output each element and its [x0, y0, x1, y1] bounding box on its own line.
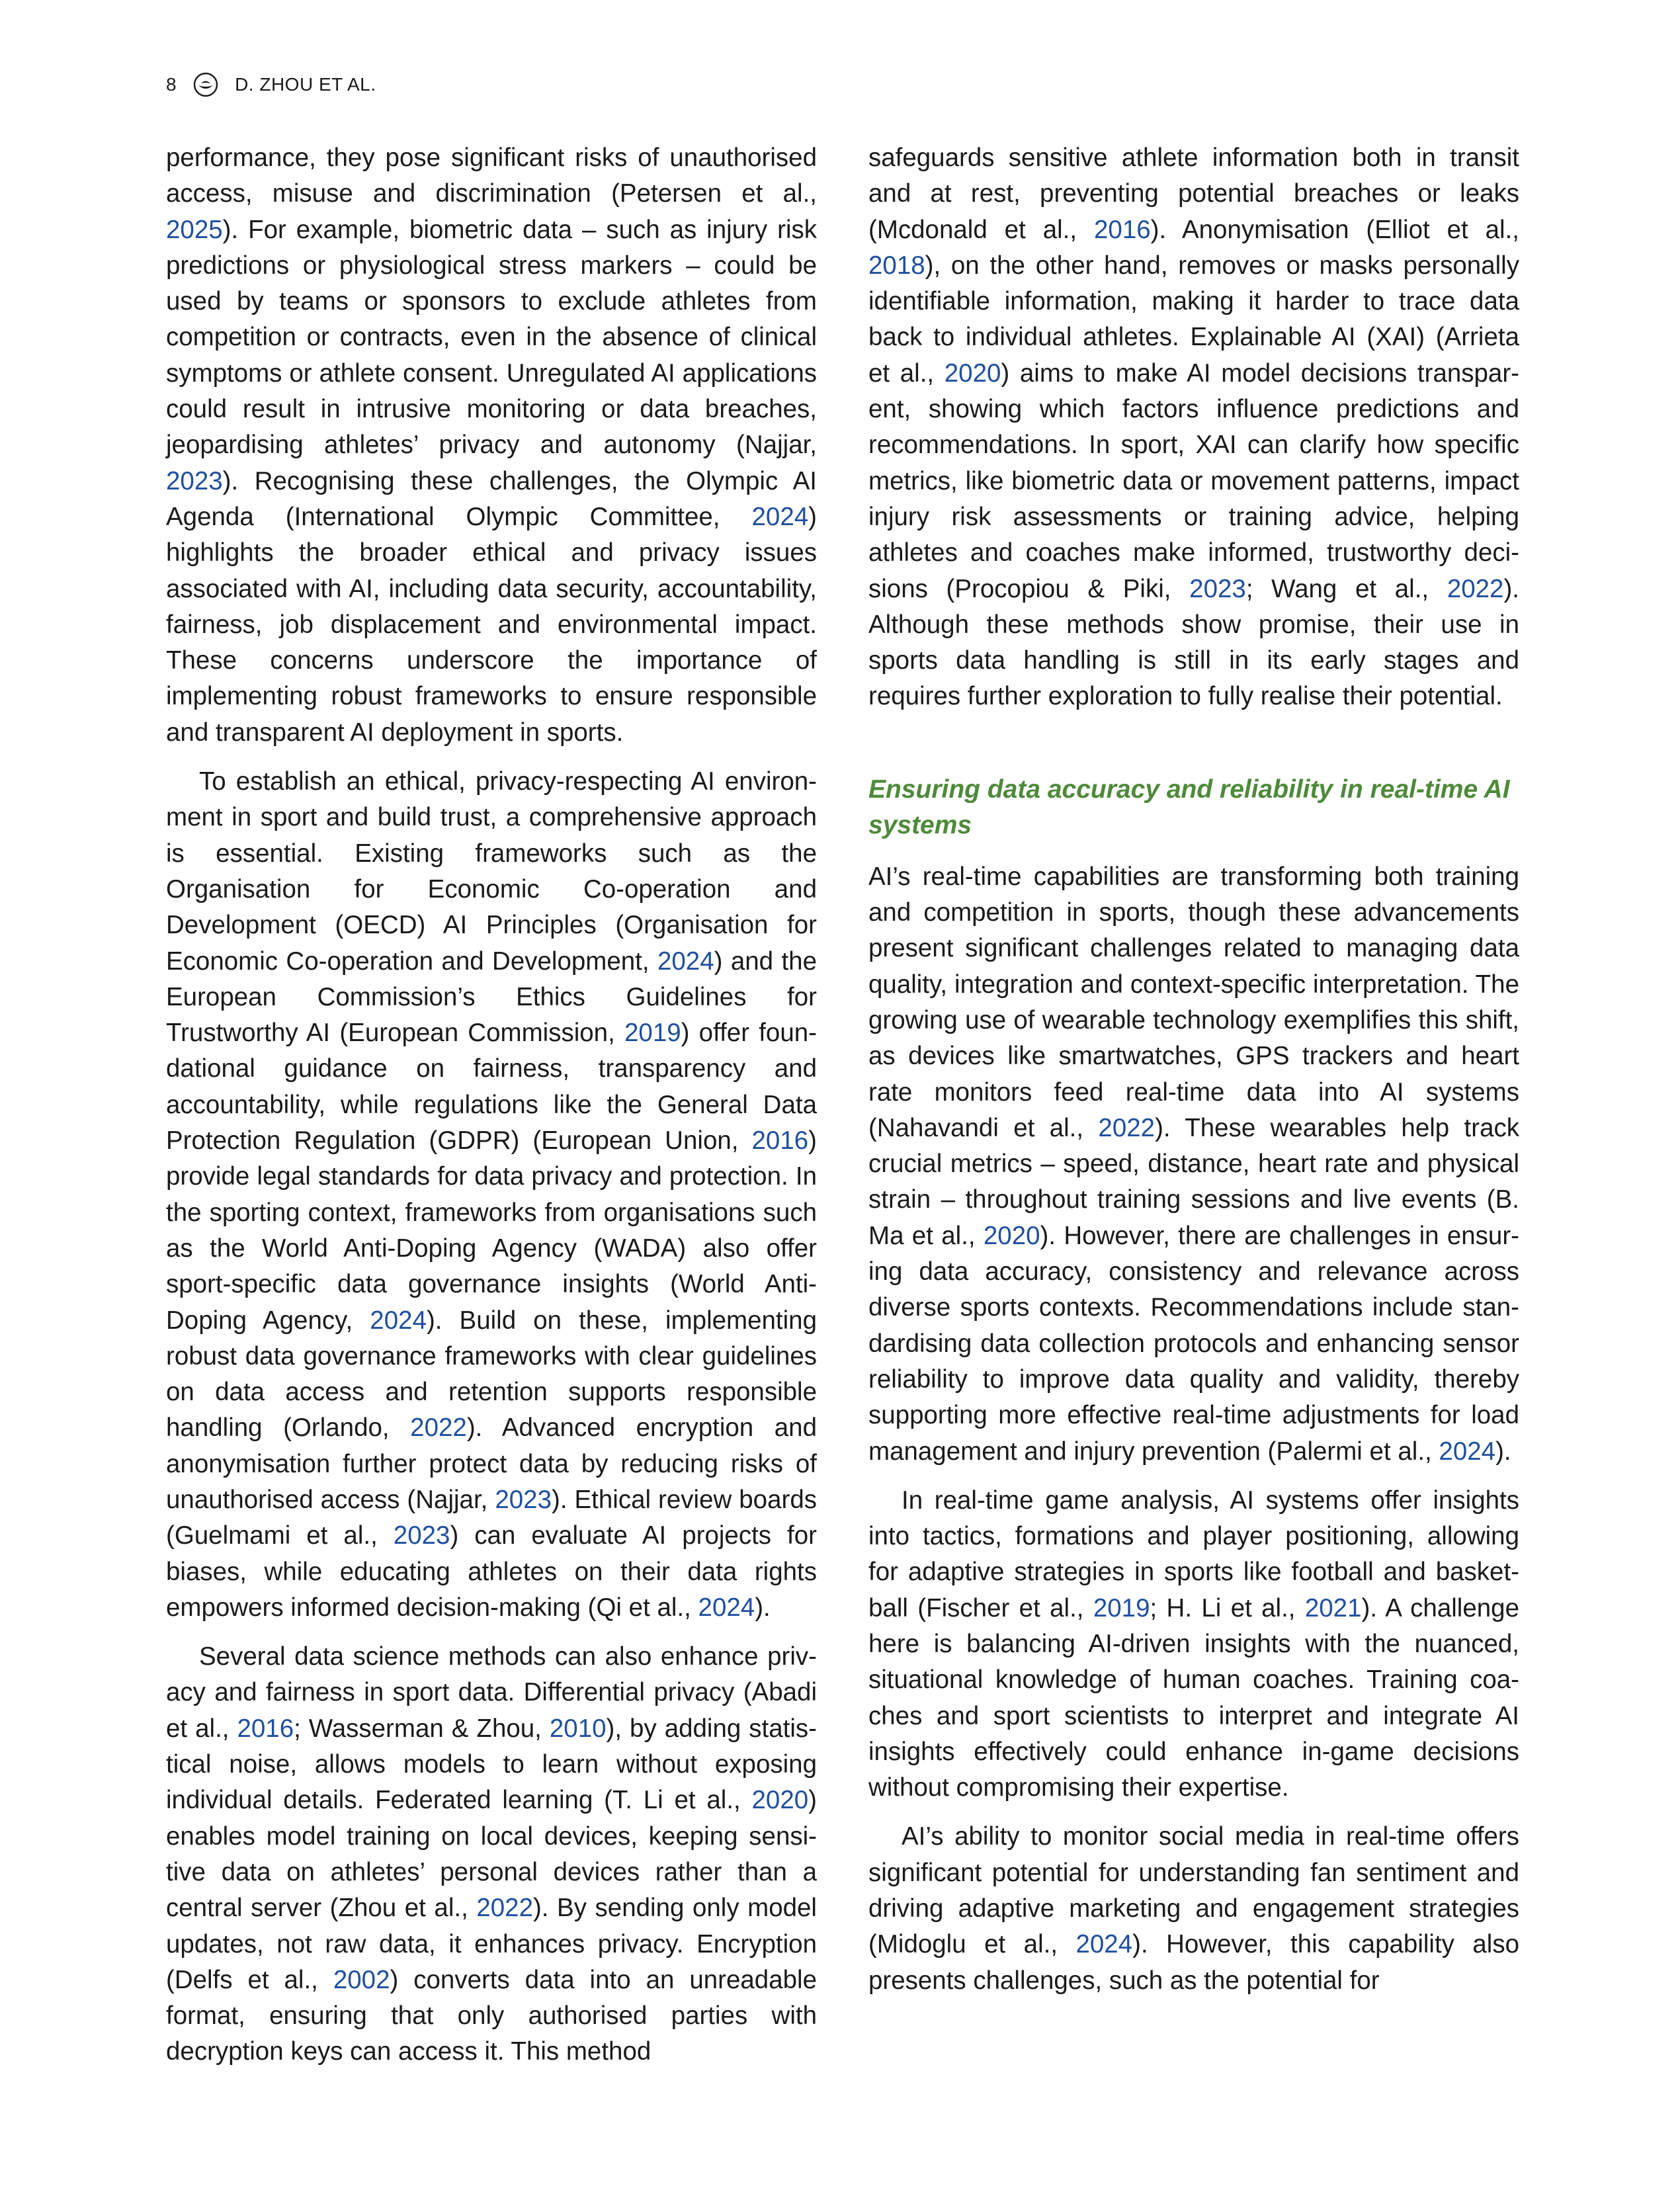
citation-link[interactable]: 2023	[1189, 574, 1246, 603]
citation-link[interactable]: 2022	[1098, 1113, 1155, 1142]
paragraph-text: ). By sending only model updates, not raw data, it enhances privacy. Encryption (Delfs et al.,	[166, 1894, 817, 1994]
citation-link[interactable]: 2023	[495, 1485, 552, 1514]
citation-link[interactable]: 2019	[1093, 1593, 1150, 1622]
citation-link[interactable]: 2010	[549, 1714, 607, 1743]
paragraph-text: Several data science methods can also enhance privacy and fairness in sport data. Differential privacy (Abadi et al.,	[166, 1642, 817, 1743]
citation-link[interactable]: 2024	[1075, 1930, 1133, 1959]
running-head	[166, 71, 376, 98]
paragraph-text: AI’s ability to monitor social media in real-time offers significant potential for understanding fan sentiment and driving adaptive marketing and engagement strategies (Midoglu et al.,	[868, 1822, 1519, 1959]
paragraph-text: ) highlights the broader ethical and privacy issues associated with AI, including data security, accountability, fairness, job displacement and environmental impact. These concerns underscore the importance of implementing robust frameworks to ensure responsible and transparent AI deployment in sports.	[166, 502, 817, 747]
paragraph-text: ).	[1495, 1437, 1511, 1466]
body-paragraph	[868, 859, 1519, 1470]
paragraph-text: In real-time game analysis, AI systems offer insights into tactics, formations and player positioning, allowing for adaptive strategies in sports like football and basketball (Fischer et al.,	[868, 1486, 1519, 1622]
citation-link[interactable]: 2023	[393, 1521, 450, 1550]
citation-link[interactable]: 2024	[657, 947, 714, 976]
paragraph-text: ; Wasserman & Zhou,	[294, 1714, 550, 1743]
citation-link[interactable]: 2016	[751, 1126, 809, 1156]
paragraph-text: ), by adding statistical noise, allows models to learn without exposing individual details. Federated learning (T. Li et al.,	[166, 1714, 817, 1815]
paragraph-text: ). However, this capability also presents challenges, such as the potential for	[868, 1930, 1519, 1995]
paragraph-text: ). These wearables help track crucial metrics – speed, distance, heart rate and physical strain – throughout training sessions and live events (B. Ma et al.,	[868, 1113, 1519, 1250]
paragraph-text: safeguards sensitive athlete information both in transit and at rest, preventing potential breaches or leaks (Mcdonald et al.,	[868, 144, 1519, 244]
citation-link[interactable]: 2016	[237, 1714, 294, 1743]
paragraph-text: ) converts data into an unreadable format, ensuring that only authorised parties with decryption keys can access it. This method	[166, 1965, 818, 2066]
paragraph-text: ). Build on these, implementing robust data governance frameworks with clear guidelines on data access and retention supports responsible handling (Orlando,	[166, 1306, 818, 1443]
paragraph-text: ) and the European Commission’s Ethics Guidelines for Trustworthy AI (European Commission,	[166, 947, 817, 1048]
paragraph-text: ). However, there are challenges in ensuring data accuracy, consistency and relevance across diverse sports contexts. Recommendations include standardising data collection protocols and enhancing sensor reliability to improve data quality and validity, thereby supporting more effective real-time adjustments for load management and injury prevention (Palermi et al.,	[868, 1221, 1519, 1466]
page-number: 8	[166, 74, 177, 95]
paragraph-text: ) can evaluate AI projects for biases, while educating athletes on their data rights empowers informed decision-making (Qi et al.,	[166, 1521, 817, 1622]
paragraph-text: ) provide legal standards for data privacy and protection. In the sporting context, frameworks from organisations such as the World Anti-Doping Agency (WADA) also offer sport-specific data governance insights (World Anti-Doping Agency,	[166, 1126, 817, 1335]
paragraph-text: To establish an ethical, privacy-respecting AI environment in sport and build trust, a comprehensive approach is essential. Existing frameworks such as the Organisation for Economic Co-operation and Development (OECD) AI Principles (Organisation for Economic Co-operation and Development,	[166, 767, 817, 976]
body-paragraph	[166, 140, 817, 751]
left-column	[166, 140, 817, 2070]
citation-link[interactable]: 2025	[166, 215, 223, 244]
body-paragraph	[166, 1639, 817, 2070]
citation-link[interactable]: 2024	[370, 1306, 427, 1335]
paragraph-text: ). Anonymisation (Elliot et al.,	[1150, 215, 1519, 244]
citation-link[interactable]: 2024	[751, 502, 809, 531]
citation-link[interactable]: 2018	[868, 251, 925, 280]
citation-link[interactable]: 2022	[476, 1894, 533, 1923]
paragraph-text: ; H. Li et al.,	[1150, 1593, 1305, 1622]
running-head-authors: D. ZHOU ET AL.	[235, 74, 376, 95]
citation-link[interactable]: 2019	[624, 1019, 681, 1048]
paragraph-text: ) offer foundational guidance on fairness, transparency and accountability, while regulations like the General Data Protection Regulation (GDPR) (European Union,	[166, 1019, 817, 1156]
publisher-logo-icon	[192, 71, 219, 98]
paragraph-text: ). Recognising these challenges, the Olympic AI Agenda (International Olympic Committee,	[166, 466, 817, 531]
paragraph-text: ) aims to make AI model decisions transparent, showing which factors influence predictions and recommendations. In sport, XAI can clarify how specific metrics, like biometric data or movement patterns, impact injury risk assessments or training advice, helping athletes and coaches make informed, trustworthy decisions (Procopiou & Piki,	[868, 358, 1519, 603]
paragraph-text: ). A challenge here is balancing AI-driven insights with the nuanced, situational knowledge of human coaches. Training coaches and sport scientists to interpret and integrate AI insights effectively could enhance in-game decisions without compromising their expertise.	[868, 1593, 1519, 1802]
paragraph-text: ).	[755, 1593, 771, 1622]
citation-link[interactable]: 2016	[1094, 215, 1151, 244]
section-heading: Ensuring data accuracy and reliability in real-time AI systems	[868, 775, 1510, 839]
citation-link[interactable]: 2022	[1447, 574, 1504, 603]
right-column	[868, 140, 1519, 1999]
paragraph-text: performance, they pose significant risks of unauthorised access, misuse and discrimination (Petersen et al.,	[166, 144, 817, 208]
citation-link[interactable]: 2020	[983, 1221, 1040, 1250]
paragraph-text: ). Although these methods show promise, their use in sports data handling is still in its early stages and requires further exploration to fully realise their potential.	[868, 574, 1519, 711]
body-paragraph	[868, 1483, 1519, 1806]
citation-link[interactable]: 2002	[333, 1965, 390, 1994]
citation-link[interactable]: 2024	[698, 1593, 755, 1622]
citation-link[interactable]: 2021	[1304, 1593, 1362, 1622]
citation-link[interactable]: 2024	[1439, 1437, 1496, 1466]
paragraph-text: ). Ethical review boards (Guelmami et al.,	[166, 1485, 817, 1550]
paragraph-text: ; Wang et al.,	[1245, 574, 1447, 603]
citation-link[interactable]: 2020	[751, 1786, 809, 1815]
paragraph-text: ). Advanced encryption and anonymisation further protect data by reducing risks of unauthorised access (Najjar,	[166, 1413, 817, 1514]
body-paragraph	[868, 140, 1519, 715]
citation-link[interactable]: 2022	[410, 1413, 467, 1443]
paragraph-text: ) enables model training on local devices, keeping sensitive data on athletes’ personal devices rather than a central server (Zhou et al.,	[166, 1786, 817, 1923]
paragraph-text: ). For example, biometric data – such as injury risk predictions or physiological stress markers – could be used by teams or sponsors to exclude athletes from competition or contracts, even in the absence of clinical symptoms or athlete consent. Unregulated AI applications could result in intrusive monitoring or data breaches, jeopardising athletes’ privacy and autonomy (Najjar,	[166, 215, 817, 460]
citation-link[interactable]: 2023	[166, 466, 223, 495]
paragraph-text: ), on the other hand, removes or masks personally identifiable information, making it harder to trace data back to individual athletes. Explainable AI (XAI) (Arrieta et al.,	[868, 251, 1519, 388]
body-paragraph	[166, 764, 817, 1626]
paragraph-text: AI’s real-time capabilities are transforming both training and competition in sports, though these advancements present significant challenges related to managing data quality, integration and context-specific interpretation. The growing use of wearable technology exemplifies this shift, as devices like smartwatches, GPS trackers and heart rate monitors feed real-time data into AI systems (Nahavandi et al.,	[868, 862, 1519, 1142]
citation-link[interactable]: 2020	[944, 358, 1001, 388]
body-paragraph	[868, 1819, 1519, 1998]
